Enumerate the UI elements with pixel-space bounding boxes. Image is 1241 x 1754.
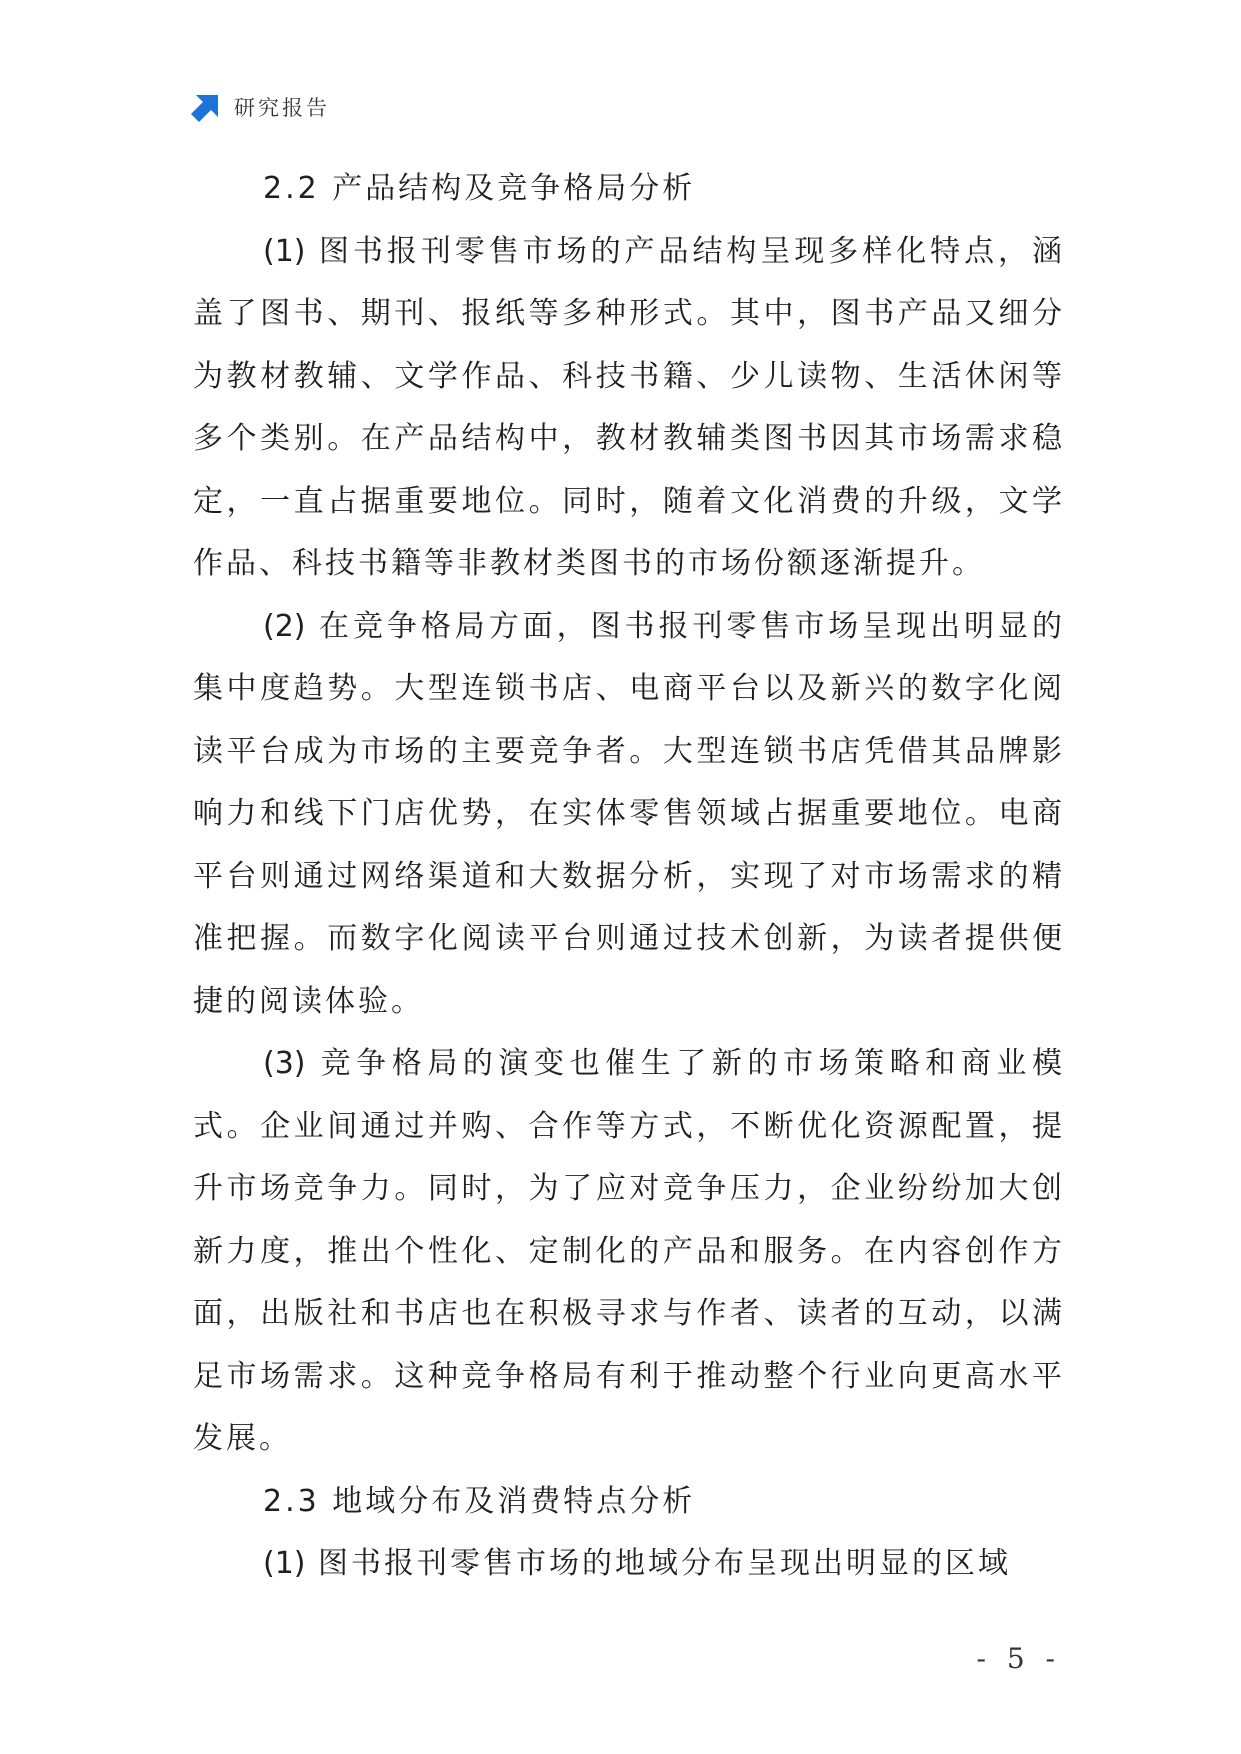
section-heading-2-3: 2.3 地域分布及消费特点分析 bbox=[263, 1483, 696, 1519]
document-body bbox=[193, 158, 1065, 1596]
paragraph-text: 在竞争格局方面，图书报刊零售市场呈现出明显的集中度趋势。大型连锁书店、电商平台以及新兴的数字化阅读平台成为市场的主要竞争者。大型连锁书店凭借其品牌影响力和线下门店优势，在实体零售领域占据重要地位。电商平台则通过网络渠道和大数据分析，实现了对市场需求的精准把握。而数字化阅读平台则通过技术创新，为读者提供便捷的阅读体验。 bbox=[193, 608, 1065, 1019]
page-number: - 5 - bbox=[976, 1642, 1061, 1675]
paragraph-3 bbox=[193, 1033, 1065, 1471]
paragraph-number: (1) bbox=[263, 1546, 306, 1581]
paragraph-2 bbox=[193, 596, 1065, 1034]
paragraph-number: (1) bbox=[263, 233, 306, 269]
paragraph-text: 竞争格局的演变也催生了新的市场策略和商业模式。企业间通过并购、合作等方式，不断优化资源配置，提升市场竞争力。同时，为了应对竞争压力，企业纷纷加大创新力度，推出个性化、定制化的产品和服务。在内容创作方面，出版社和书店也在积极寻求与作者、读者的互动，以满足市场需求。这种竞争格局有利于推动整个行业向更高水平发展。 bbox=[193, 1046, 1065, 1456]
arrow-up-right-icon bbox=[190, 91, 222, 123]
section-heading-2-2: 2.2 产品结构及竞争格局分析 bbox=[263, 171, 696, 206]
paragraph-text: 图书报刊零售市场的产品结构呈现多样化特点，涵盖了图书、期刊、报纸等多种形式。其中，图书产品又细分为教材教辅、文学作品、科技书籍、少儿读物、生活休闲等多个类别。在产品结构中，教材教辅类图书因其市场需求稳定，一直占据重要地位。同时，随着文化消费的升级，文学作品、科技书籍等非教材类图书的市场份额逐渐提升。 bbox=[193, 233, 1065, 581]
paragraph-4 bbox=[193, 1533, 1065, 1596]
page-header bbox=[190, 92, 330, 122]
paragraph-number: (3) bbox=[263, 1046, 306, 1081]
paragraph-number: (2) bbox=[263, 608, 306, 644]
paragraph-text: 图书报刊零售市场的地域分布呈现出明显的区域 bbox=[305, 1546, 1012, 1581]
paragraph-1 bbox=[193, 221, 1065, 596]
header-title: 研究报告 bbox=[234, 96, 330, 120]
